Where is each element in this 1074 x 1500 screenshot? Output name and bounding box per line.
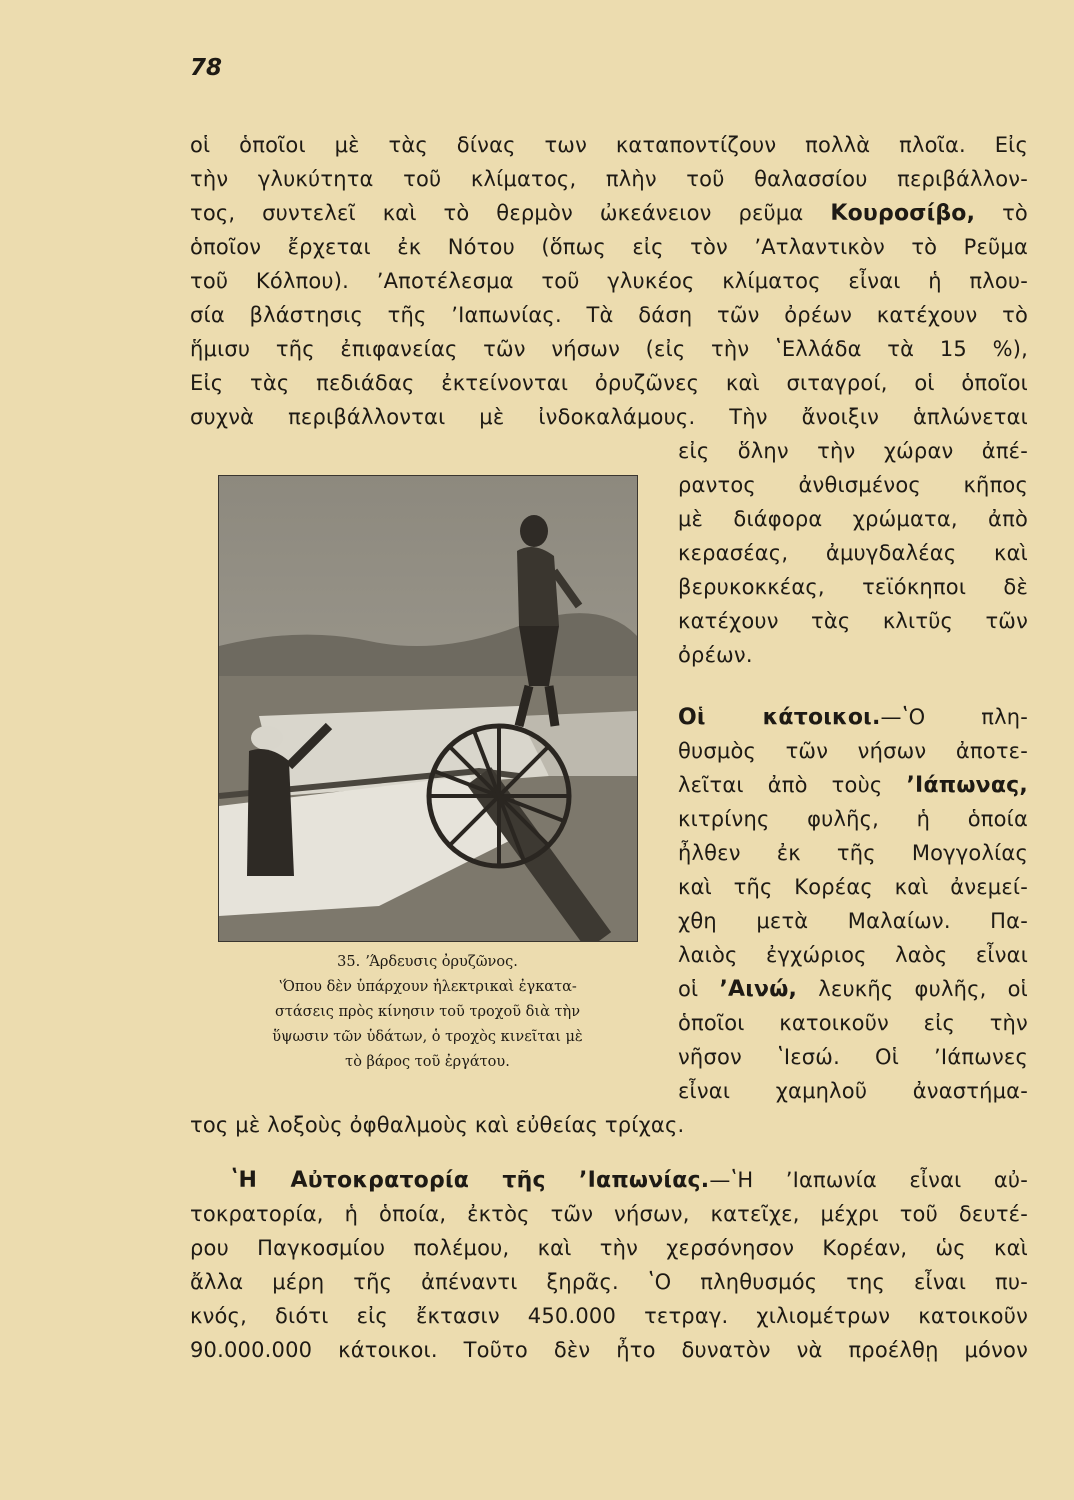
text-line: ἥμισυ τῆς ἐπιφανείας τῶν νήσων (εἰς τὴν ʽΕλλάδα τὰ 15 %),: [190, 337, 1028, 361]
figure-caption-line: ʽΌπου δὲν ὑπάρχουν ἠλεκτρικαὶ ἐγκατα-: [278, 979, 577, 995]
section-heading-inhabitants: Οἱ κάτοικοι.: [678, 705, 881, 730]
text-line: ἄλλα μέρη τῆς ἀπέναντι ξηρᾶς. ʽΟ πληθυσμός της εἶναι πυ-: [190, 1270, 1028, 1294]
text-line: εἰς ὅλην τὴν χώραν ἀπέ-: [678, 439, 1028, 463]
text-line: κερασέας, ἀμυγδαλέας καὶ: [678, 541, 1028, 565]
text-line: νῆσον ʽΙεσώ. Οἱ ʼΙάπωνες: [678, 1045, 1028, 1069]
text-line: [678, 700, 1028, 735]
text-line: τος μὲ λοξοὺς ὀφθαλμοὺς καὶ εὐθείας τρίχας.: [190, 1113, 685, 1137]
text-line: ραντος ἀνθισμένος κῆπος: [678, 473, 1028, 497]
text-line: οἱ ὁποῖοι μὲ τὰς δίνας των καταποντίζουν πολλὰ πλοῖα. Εἰς: [190, 133, 1028, 157]
text-span: τος, συντελεῖ καὶ τὸ θερμὸν ὠκεάνειον ρεῦμα: [190, 201, 804, 225]
text-line: τοκρατορία, ἡ ὁποία, ἐκτὸς τῶν νήσων, κατεῖχε, μέχρι τοῦ δευτέ-: [190, 1202, 1028, 1226]
text-line: θυσμὸς τῶν νήσων ἀποτε-: [678, 739, 1028, 763]
text-line: σία βλάστησις τῆς ʼΙαπωνίας. Τὰ δάση τῶν ὀρέων κατέχουν τὸ: [190, 303, 1028, 327]
text-line: [678, 768, 1028, 803]
text-line: Εἰς τὰς πεδιάδας ἐκτείνονται ὀρυζῶνες καὶ σιταγροί, οἱ ὁποῖοι: [190, 371, 1028, 395]
text-line: 90.000.000 κάτοικοι. Τοῦτο δὲν ἦτο δυνατὸν νὰ προέλθῃ μόνον: [190, 1338, 1028, 1362]
figure-caption-line: τὸ βάρος τοῦ ἐργάτου.: [345, 1054, 510, 1070]
text-line: βερυκοκκέας, τεϊόκηποι δὲ: [678, 575, 1028, 599]
section-heading-empire: ʽΗ Αὐτοκρατορία τῆς ʼΙαπωνίας.: [230, 1168, 710, 1193]
text-line: κατέχουν τὰς κλιτῦς τῶν: [678, 609, 1028, 633]
figure-caption-line: στάσεις πρὸς κίνησιν τοῦ τροχοῦ διὰ τὴν: [274, 1004, 581, 1020]
text-line: εἶναι χαμηλοῦ ἀναστήμα-: [678, 1079, 1028, 1103]
figure-caption-title: 35. ʼΆρδευσις ὀρυζῶνος.: [337, 954, 518, 970]
text-line: συχνὰ περιβάλλονται μὲ ἰνδοκαλάμους. Τὴν ἄνοιξιν ἁπλώνεται: [190, 405, 1028, 429]
ainu-term: ʼΑινώ,: [719, 977, 798, 1002]
text-line: κνός, διότι εἰς ἔκτασιν 450.000 τετραγ. χιλιομέτρων κατοικοῦν: [190, 1304, 1028, 1328]
text-line: καὶ τῆς Κορέας καὶ ἀνεμεί-: [678, 875, 1028, 899]
text-line: [190, 196, 1028, 231]
text-line: κιτρίνης φυλῆς, ἡ ὁποία: [678, 807, 1028, 831]
text-line: [678, 972, 1028, 1007]
text-span: λεῖται ἀπὸ τοὺς: [678, 773, 883, 797]
text-line: ρου Παγκοσμίου πολέμου, καὶ τὴν χερσόνησον Κορέαν, ὡς καὶ: [190, 1236, 1028, 1260]
text-span: τὸ: [1002, 201, 1028, 225]
text-line: μὲ διάφορα χρώματα, ἀπὸ: [678, 507, 1028, 531]
text-line: ἦλθεν ἐκ τῆς Μογγολίας: [678, 841, 1028, 865]
text-line: [190, 1163, 1028, 1198]
text-line: ὀρέων.: [678, 643, 753, 667]
text-span: λευκῆς φυλῆς, οἱ: [818, 977, 1028, 1001]
text-line: ὁποῖοι κατοικοῦν εἰς τὴν: [678, 1011, 1028, 1035]
text-line: λαιὸς ἐγχώριος λαὸς εἶναι: [678, 943, 1028, 967]
text-line: χθη μετὰ Μαλαίων. Πα-: [678, 909, 1028, 933]
text-line: τοῦ Κόλπου). ʼΑποτέλεσμα τοῦ γλυκέος κλίματος εἶναι ἡ πλου-: [190, 269, 1028, 293]
text-line: ὁποῖον ἔρχεται ἐκ Νότου (ὅπως εἰς τὸν ʼΑτλαντικὸν τὸ Ρεῦμα: [190, 235, 1028, 259]
figure-caption-line: ὕψωσιν τῶν ὑδάτων, ὁ τροχὸς κινεῖται μὲ: [272, 1029, 583, 1045]
text-line: τὴν γλυκύτητα τοῦ κλίματος, πλὴν τοῦ θαλασσίου περιβάλλον-: [190, 167, 1028, 191]
text-span: —ʽΟ πλη-: [880, 705, 1028, 729]
kuroshio-term: Κουροσίβο,: [830, 201, 976, 226]
page-number: 78: [190, 55, 223, 81]
text-span: —ʽΗ ʼΙαπωνία εἶναι αὐ-: [709, 1168, 1028, 1192]
text-span: οἱ: [678, 977, 699, 1001]
japanese-term: ʼΙάπωνας,: [906, 773, 1028, 798]
figure-photo-rice-irrigation: [218, 475, 638, 942]
